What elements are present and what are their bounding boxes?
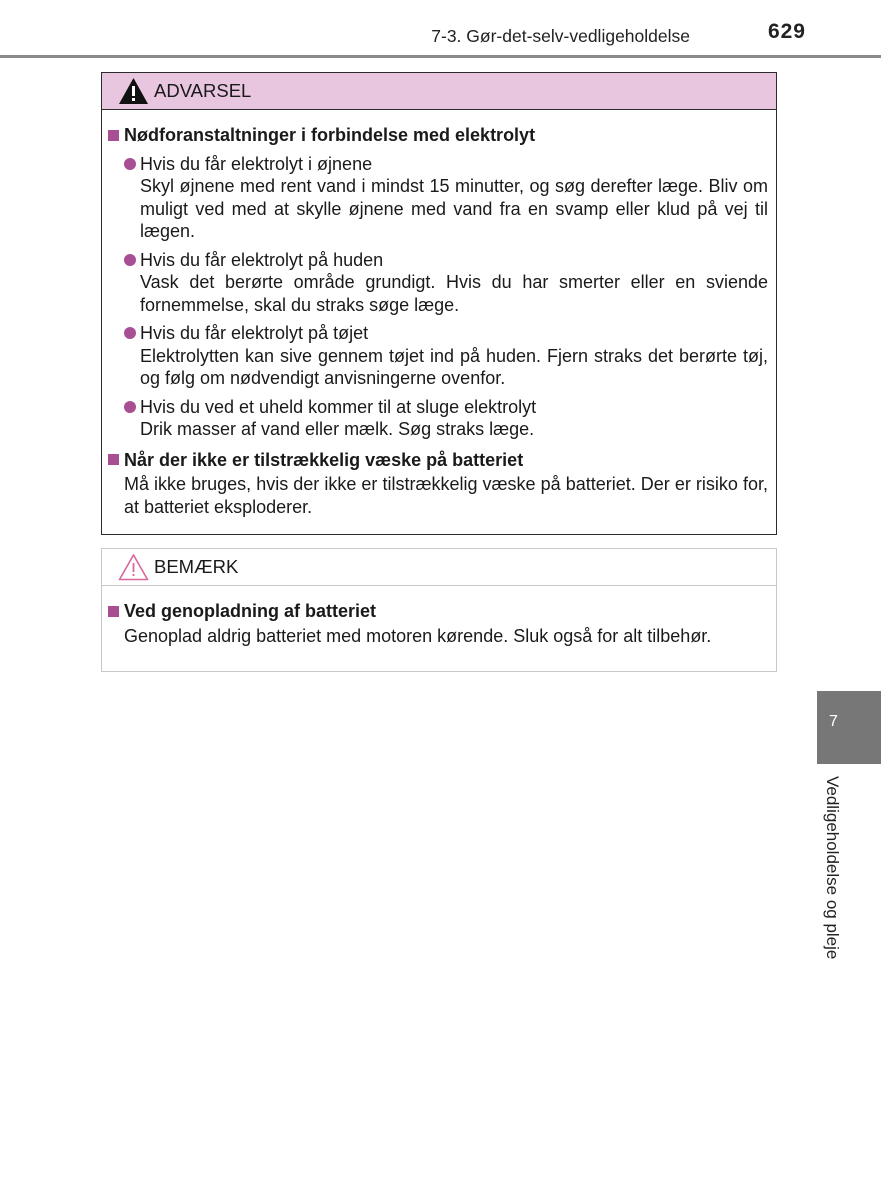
list-item: [124, 396, 768, 441]
warning-triangle-icon: [118, 77, 149, 105]
list-item: [124, 153, 768, 243]
circle-bullet-icon: [124, 327, 136, 339]
section-text: Må ikke bruges, hvis der ikke er tilstrækkelig væske på batteriet. Der er risiko for, at batteriet eksploderer.: [124, 474, 768, 517]
warning-body: [102, 110, 776, 518]
caution-triangle-icon: [118, 553, 149, 581]
circle-bullet-icon: [124, 254, 136, 266]
chapter-tab: [817, 691, 881, 764]
list-item: [124, 249, 768, 317]
square-bullet-icon: [108, 130, 119, 141]
list-item-text: Skyl øjnene med rent vand i mindst 15 minutter, og søg derefter læge. Bliv om muligt ved med at skylle øjnene med vand fra en svamp eller klud på vej til lægen.: [140, 176, 768, 241]
square-bullet-icon: [108, 454, 119, 465]
list-item-title: Hvis du ved et uheld kommer til at sluge elektrolyt: [140, 396, 537, 417]
note-box: [101, 548, 777, 672]
section-text: Genoplad aldrig batteriet med motoren kørende. Sluk også for alt tilbehør.: [124, 625, 712, 646]
section-heading: [108, 600, 768, 623]
page-number: 629: [767, 20, 806, 43]
section-heading-text: Nødforanstaltninger i forbindelse med elektrolyt: [124, 125, 536, 145]
note-body: [102, 586, 776, 647]
chapter-title: 7-3. Gør-det-selv-vedligeholdelse: [431, 26, 690, 46]
note-label: BEMÆRK: [154, 556, 239, 577]
warning-header: [102, 73, 776, 110]
header-divider: [0, 55, 881, 58]
warning-box: [101, 72, 777, 535]
note-header: [102, 549, 776, 586]
section-heading: [108, 449, 768, 472]
chapter-number: 7: [829, 713, 838, 730]
list-item-title: Hvis du får elektrolyt på huden: [140, 249, 384, 270]
list-item: [124, 322, 768, 390]
chapter-side-label: Vedligeholdelse og pleje: [823, 776, 842, 960]
circle-bullet-icon: [124, 158, 136, 170]
list-item-text: Vask det berørte område grundigt. Hvis du har smerter eller en sviende fornemmelse, skal du straks søge læge.: [140, 272, 768, 315]
warning-label: ADVARSEL: [154, 80, 252, 101]
section-heading: [108, 124, 768, 147]
circle-bullet-icon: [124, 401, 136, 413]
list-item-text: Drik masser af vand eller mælk. Søg straks læge.: [140, 419, 535, 439]
list-item-title: Hvis du får elektrolyt på tøjet: [140, 323, 369, 343]
section-heading-text: Når der ikke er tilstrækkelig væske på batteriet: [124, 449, 524, 470]
list-item-title: Hvis du får elektrolyt i øjnene: [140, 153, 373, 174]
list-item-text: Elektrolytten kan sive gennem tøjet ind på huden. Fjern straks det berørte tøj, og følg om nødvendigt anvisningerne ovenfor.: [140, 345, 768, 388]
square-bullet-icon: [108, 606, 119, 617]
section-heading-text: Ved genopladning af batteriet: [124, 601, 377, 621]
